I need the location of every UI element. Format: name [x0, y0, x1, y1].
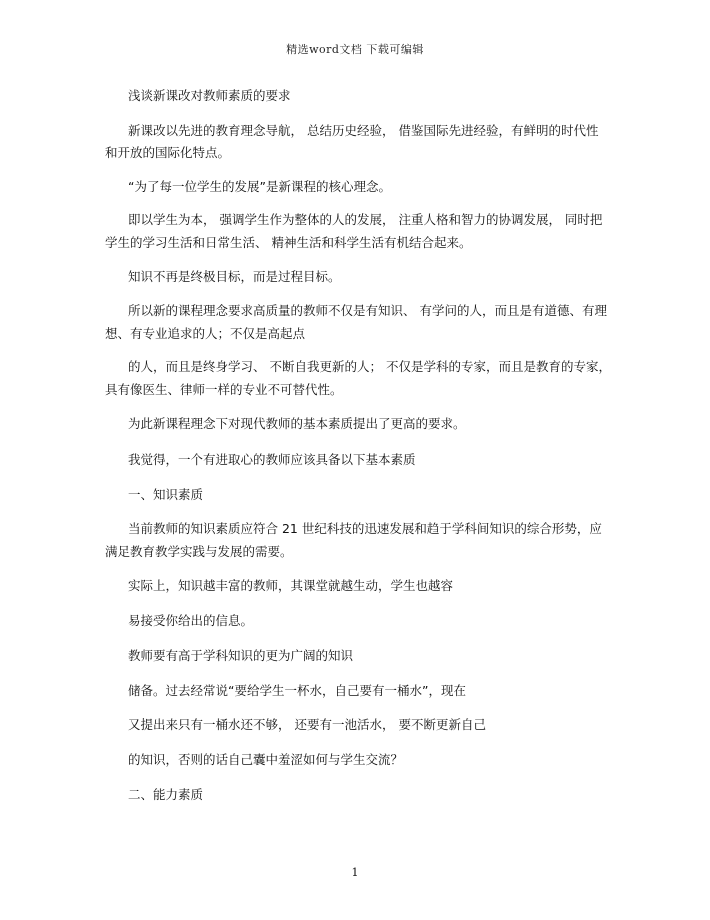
paragraph-line: 学生的学习生活和日常生活、 精神生活和科学生活有机结合起来。 [105, 235, 472, 250]
paragraph: 实际上，知识越丰富的教师，其课堂就越生动，学生也越容 [128, 578, 454, 593]
paragraph: 我觉得，一个有进取心的教师应该具备以下基本素质 [128, 452, 416, 467]
paragraph: 又提出来只有一桶水还不够， 还要有一池活水， 要不断更新自己 [128, 717, 486, 732]
paragraph: 知识不再是终极目标，而是过程目标。 [128, 269, 341, 284]
paragraph-line: 当前教师的知识素质应符合 21 世纪科技的迅速发展和趋于学科间知识的综合形势，应 [128, 521, 602, 536]
page-header: 精选word文档 下载可编辑 [286, 43, 424, 56]
paragraph-line: 和开放的国际化特点。 [105, 145, 231, 160]
document-title: 浅谈新课改对教师素质的要求 [128, 88, 291, 103]
paragraph: 教师要有高于学科知识的更为广阔的知识 [128, 648, 354, 663]
paragraph: 为此新课程理念下对现代教师的基本素质提出了更高的要求。 [128, 416, 466, 431]
page-number: 1 [351, 866, 359, 879]
paragraph-line: 即以学生为本， 强调学生作为整体的人的发展， 注重人格和智力的协调发展， 同时把 [128, 212, 603, 227]
paragraph: “为了每一位学生的发展”是新课程的核心理念。 [128, 179, 391, 194]
paragraph-line: 的人，而且是终身学习、 不断自我更新的人； 不仅是学科的专家，而且是教育的专家， [128, 359, 611, 374]
paragraph-line: 想、有专业追求的人；不仅是高起点 [105, 326, 306, 341]
paragraph-line: 满足教育教学实践与发展的需要。 [105, 544, 293, 559]
paragraph-line: 具有像医生、律师一样的专业不可替代性。 [105, 382, 343, 397]
paragraph-line: 新课改以先进的教育理念导航， 总结历史经验， 借鉴国际先进经验，有鲜明的时代性 [128, 123, 599, 138]
section-heading: 二、能力素质 [128, 787, 204, 802]
paragraph: 易接受你给出的信息。 [128, 613, 254, 628]
paragraph: 的知识，否则的话自己囊中羞涩如何与学生交流？ [128, 752, 404, 767]
paragraph-line: 所以新的课程理念要求高质量的教师不仅是有知识、 有学问的人，而且是有道德、有理 [128, 303, 607, 318]
paragraph: 储备。过去经常说“要给学生一杯水，自己要有一桶水”，现在 [128, 683, 466, 698]
section-heading: 一、知识素质 [128, 487, 204, 502]
